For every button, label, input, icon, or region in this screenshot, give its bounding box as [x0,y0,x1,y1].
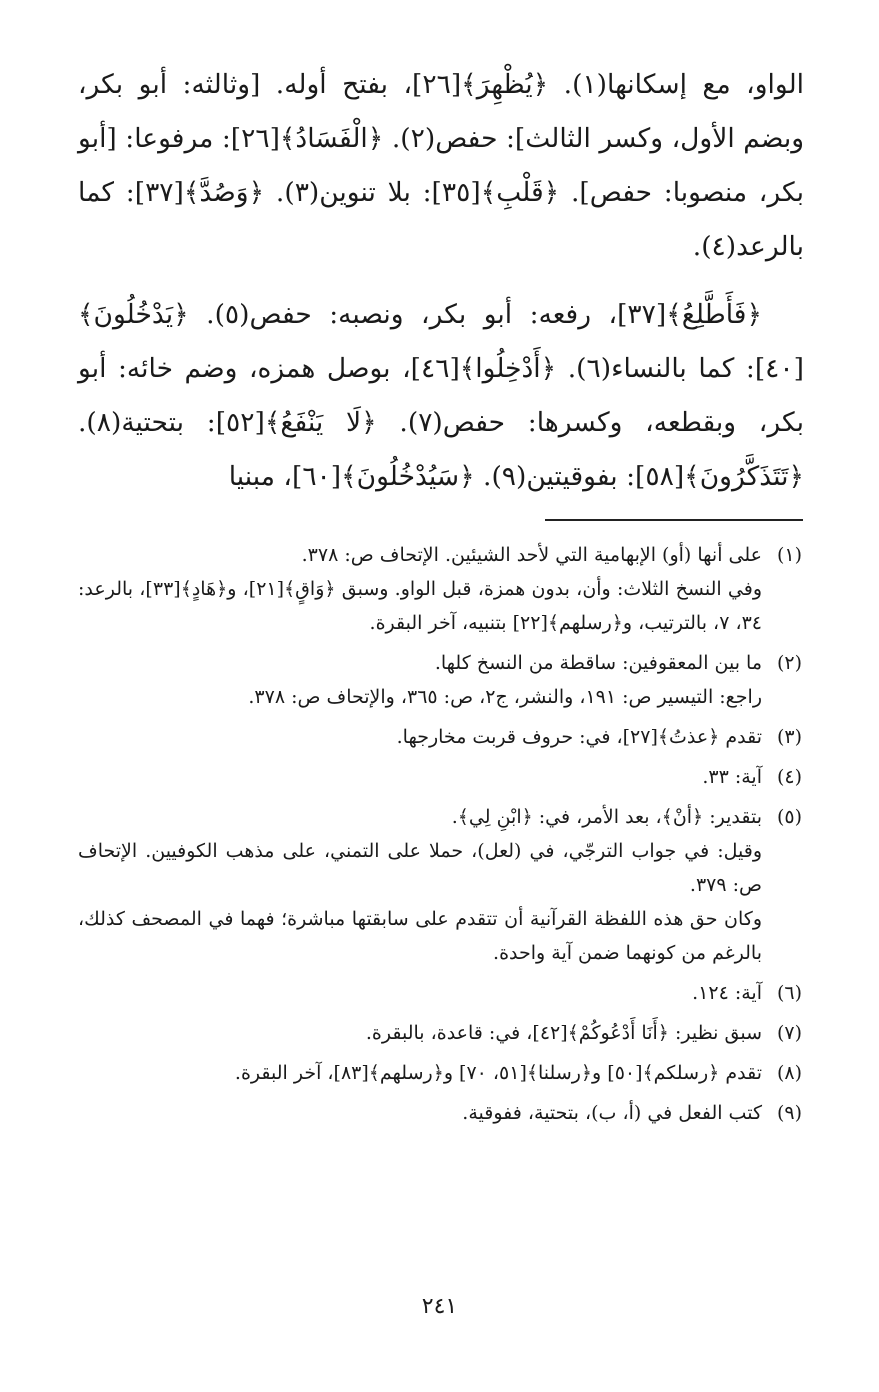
footnote-line: كتب الفعل في (أ، ب)، بتحتية، ففوقية. [462,1102,762,1124]
footnote-line: آية: ١٢٤. [692,982,762,1004]
footnotes [78,538,802,1136]
footnote-line: تقدم ﴿رسلكم﴾[٥٠] و﴿رسلنا﴾[٥١، ٧٠] و﴿رسلهم﴾[٨٣]، آخر البقرة. [234,1062,762,1084]
footnote-line: سبق نظير: ﴿أَنَا أَدْعُوكُمْ﴾[٤٢]، في: قاعدة، بالبقرة. [365,1022,762,1044]
footnote-9 [78,1096,802,1130]
footnote-7 [78,1016,802,1050]
main-text [78,58,804,504]
footnote-line: وفي النسخ الثلاث: وأن، بدون همزة، قبل الواو. وسبق ﴿وَاقٍ﴾[٢١]، و﴿هَادٍ﴾[٣٣]، بالرعد: ٣٤، ٧، بالترتيب، و﴿رسلهم﴾[٢٢] بتنبيه، آخر البقرة. [78,578,762,634]
footnote-line: راجع: التيسير ص: ١٩١، والنشر، ج٢، ص: ٣٦٥، والإتحاف ص: ٣٧٨. [248,686,762,708]
footnote-line: وقيل: في جواب الترجّي، في (لعل)، حملا على التمني، على مذهب الكوفيين. الإتحاف ص: ٣٧٩. [78,840,762,896]
main-paragraph-1: الواو، مع إسكانها(١). ﴿يُظْهِرَ﴾[٢٦]، بفتح أوله. [وثالثه: أبو بكر، وبضم الأول، وكسر الثالث]: حفص(٢). ﴿الْفَسَادُ﴾[٢٦]: مرفوعا: [أبو بكر، منصوبا: حفص]. ﴿قَلْبِ﴾[٣٥]: بلا تنوين(٣). ﴿وَصُدَّ﴾[٣٧]: كما بالرعد(٤). [78,69,805,262]
footnote-line: ما بين المعقوفين: ساقطة من النسخ كلها. [434,652,762,674]
footnote-6 [78,976,802,1010]
footnote-number: (٥) [776,806,802,828]
footnote-number: (٣) [776,726,802,748]
main-paragraph-2: ﴿فَأَطَّلِعُ﴾[٣٧]، رفعه: أبو بكر، ونصبه: حفص(٥). ﴿يَدْخُلُونَ﴾[٤٠]: كما بالنساء(٦). ﴿أَدْخِلُوا﴾[٤٦]، بوصل همزه، وضم خائه: أبو بكر، وبقطعه، وكسرها: حفص(٧). ﴿لَا يَنْفَعُ﴾[٥٢]: بتحتية(٨). ﴿تَتَذَكَّرُونَ﴾[٥٨]: بفوقيتين(٩). ﴿سَيُدْخُلُونَ﴾[٦٠]، مبنيا [78,299,804,492]
footnote-line: تقدم ﴿عذتُ﴾[٢٧]، في: حروف قربت مخارجها. [396,726,762,748]
footnote-8 [78,1056,802,1090]
footnote-number: (٢) [776,652,802,674]
footnote-2 [78,646,802,714]
footnote-5 [78,800,802,970]
footnote-line: آية: ٣٣. [702,766,762,788]
footnote-1 [78,538,802,640]
footnote-number: (٦) [776,982,802,1004]
footnote-number: (٧) [776,1022,802,1044]
page-number: ٢٤١ [421,1294,458,1319]
footnote-number: (٨) [776,1062,802,1084]
footnote-3 [78,720,802,754]
footnote-line: على أنها (أو) الإبهامية التي لأحد الشيئين. الإتحاف ص: ٣٧٨. [301,544,762,566]
footnote-number: (٤) [776,766,802,788]
footnote-number: (٩) [776,1102,802,1124]
footnote-separator [545,519,803,521]
footnote-4 [78,760,802,794]
footnote-number: (١) [776,544,802,566]
footnote-line: بتقدير: ﴿أنْ﴾، بعد الأمر، في: ﴿ابْنِ لِي﴾. [451,806,762,828]
footnote-line: وكان حق هذه اللفظة القرآنية أن تتقدم على سابقتها مباشرة؛ فهما في المصحف كذلك، بالرغم من كونهما ضمن آية واحدة. [78,908,762,964]
